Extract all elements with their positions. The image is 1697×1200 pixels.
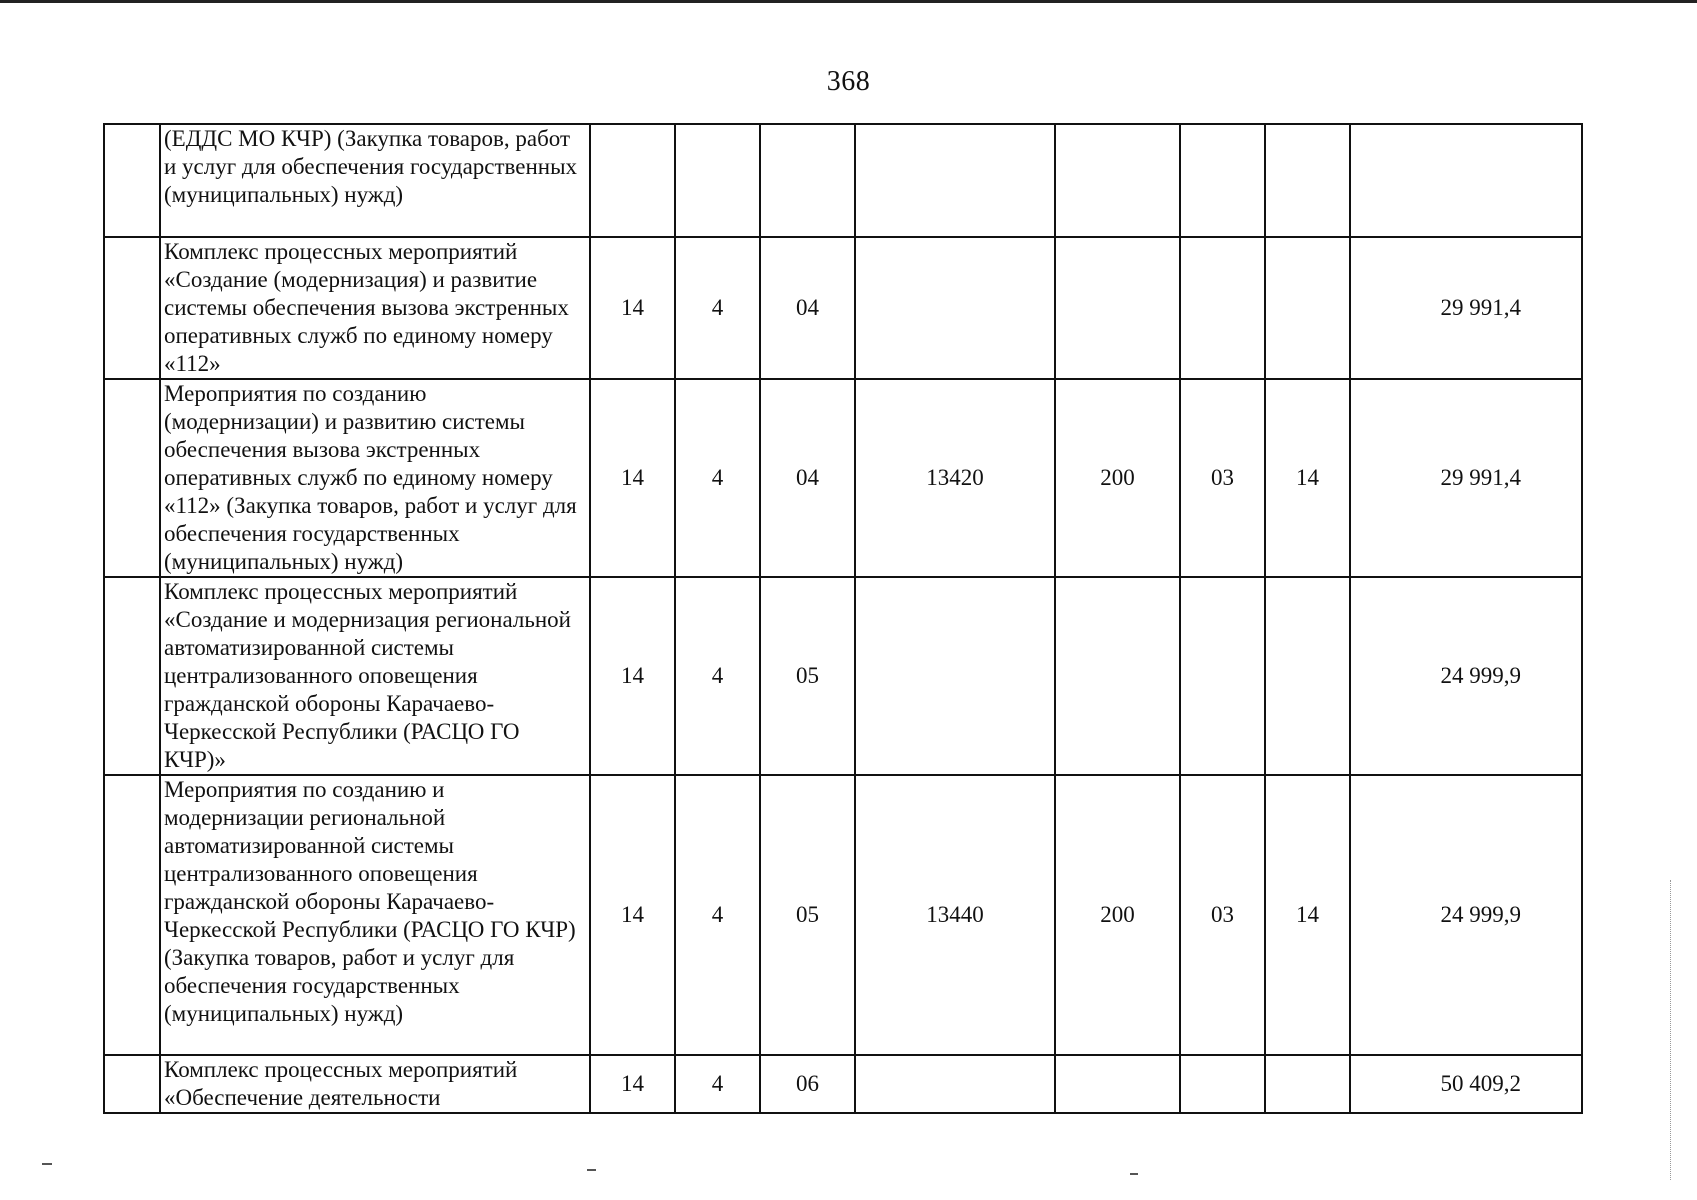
row-name: Мероприятия по созданию (модернизации) и развитию системы обеспечения вызова экстренных оперативных служб по единому номеру «112» (Закупка товаров, работ и услуг для обеспечения государственных (муниципальных) нужд) xyxy=(160,379,590,577)
subsection-cell xyxy=(1265,124,1350,237)
section-cell: 14 xyxy=(590,379,675,577)
empty-cell xyxy=(104,577,160,775)
row-name: Комплекс процессных мероприятий «Создание (модернизация) и развитие системы обеспечения вызова экстренных оперативных служб по единому номеру «112» xyxy=(160,237,590,379)
direction-cell xyxy=(855,1055,1055,1113)
direction-cell xyxy=(855,237,1055,379)
scan-speck xyxy=(1130,1173,1138,1175)
empty-cell xyxy=(104,237,160,379)
empty-cell xyxy=(104,775,160,1055)
empty-cell xyxy=(104,124,160,237)
scan-margin-line xyxy=(1670,880,1671,1180)
subprogram-cell: 4 xyxy=(675,237,760,379)
table-row xyxy=(104,379,1582,577)
amount-cell: 29 991,4 xyxy=(1350,379,1582,577)
direction-cell xyxy=(855,577,1055,775)
subprogram-cell: 4 xyxy=(675,1055,760,1113)
subprogram-cell xyxy=(675,124,760,237)
scan-top-edge xyxy=(0,0,1697,3)
complex-cell: 06 xyxy=(760,1055,855,1113)
expense-type-cell xyxy=(1055,237,1180,379)
scan-speck xyxy=(587,1169,596,1171)
section-cell: 14 xyxy=(590,577,675,775)
table-row xyxy=(104,577,1582,775)
section-cell xyxy=(590,124,675,237)
row-name: Комплекс процессных мероприятий «Обеспечение деятельности xyxy=(160,1055,590,1113)
subprogram-cell: 4 xyxy=(675,577,760,775)
amount-cell: 50 409,2 xyxy=(1350,1055,1582,1113)
direction-cell: 13440 xyxy=(855,775,1055,1055)
page-number: 368 xyxy=(826,66,871,97)
empty-cell xyxy=(104,1055,160,1113)
subsection-cell xyxy=(1265,577,1350,775)
direction-cell: 13420 xyxy=(855,379,1055,577)
expense-type-cell: 200 xyxy=(1055,775,1180,1055)
direction-cell xyxy=(855,124,1055,237)
chapter-cell xyxy=(1180,1055,1265,1113)
chapter-cell xyxy=(1180,577,1265,775)
table-row xyxy=(104,124,1582,237)
complex-cell: 04 xyxy=(760,379,855,577)
table-row xyxy=(104,1055,1582,1113)
amount-cell: 24 999,9 xyxy=(1350,577,1582,775)
scan-speck xyxy=(42,1163,52,1165)
subsection-cell xyxy=(1265,237,1350,379)
subsection-cell: 14 xyxy=(1265,379,1350,577)
chapter-cell xyxy=(1180,237,1265,379)
amount-cell: 29 991,4 xyxy=(1350,237,1582,379)
complex-cell: 04 xyxy=(760,237,855,379)
table-row xyxy=(104,775,1582,1055)
row-name: Комплекс процессных мероприятий «Создание и модернизация региональной автоматизированной системы централизованного оповещения гражданской обороны Карачаево-Черкесской Республики (РАСЦО ГО КЧР)» xyxy=(160,577,590,775)
empty-cell xyxy=(104,379,160,577)
complex-cell xyxy=(760,124,855,237)
table-row xyxy=(104,237,1582,379)
expense-type-cell xyxy=(1055,577,1180,775)
section-cell: 14 xyxy=(590,1055,675,1113)
expense-type-cell xyxy=(1055,1055,1180,1113)
row-name: (ЕДДС МО КЧР) (Закупка товаров, работ и услуг для обеспечения государственных (муниципальных) нужд) xyxy=(160,124,590,237)
chapter-cell: 03 xyxy=(1180,775,1265,1055)
section-cell: 14 xyxy=(590,775,675,1055)
expense-type-cell xyxy=(1055,124,1180,237)
subprogram-cell: 4 xyxy=(675,775,760,1055)
section-cell: 14 xyxy=(590,237,675,379)
subsection-cell xyxy=(1265,1055,1350,1113)
amount-cell: 24 999,9 xyxy=(1350,775,1582,1055)
chapter-cell xyxy=(1180,124,1265,237)
complex-cell: 05 xyxy=(760,577,855,775)
subprogram-cell: 4 xyxy=(675,379,760,577)
row-name: Мероприятия по созданию и модернизации региональной автоматизированной системы централизованного оповещения гражданской обороны Карачаево-Черкесской Республики (РАСЦО ГО КЧР) (Закупка товаров, работ и услуг для обеспечения государственных (муниципальных) нужд) xyxy=(160,775,590,1055)
complex-cell: 05 xyxy=(760,775,855,1055)
subsection-cell: 14 xyxy=(1265,775,1350,1055)
chapter-cell: 03 xyxy=(1180,379,1265,577)
amount-cell xyxy=(1350,124,1582,237)
budget-table xyxy=(103,123,1583,1114)
expense-type-cell: 200 xyxy=(1055,379,1180,577)
